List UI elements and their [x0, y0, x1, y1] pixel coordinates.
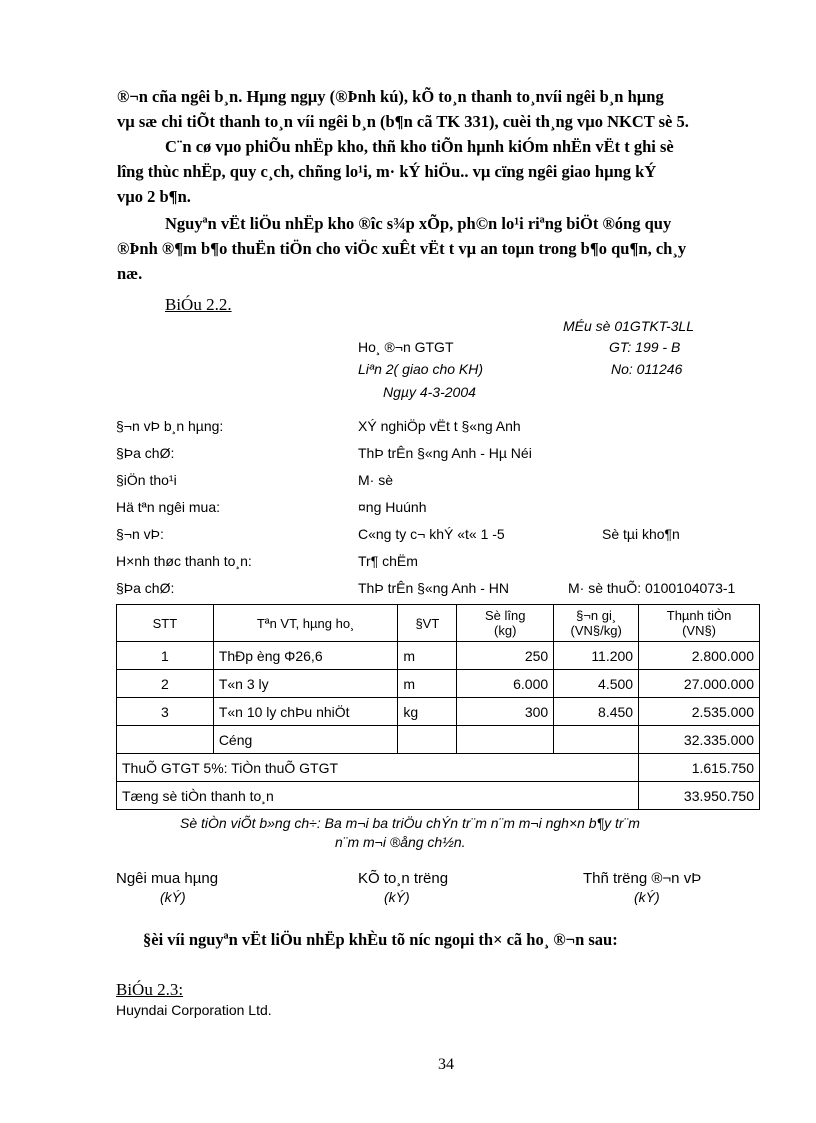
invoice-table [116, 604, 760, 810]
table-total-row [117, 726, 760, 754]
row-quantity: 250 [457, 642, 554, 670]
invoice-date: Ngµy 4-3-2004 [383, 384, 476, 400]
grand-total-amount: 33.950.750 [639, 782, 760, 810]
table-header-row [117, 605, 760, 642]
paragraph-1-line-2: vµ sæ chi tiÕt thanh to¸n víi ngêi b¸n (b¶n cã TK 331), cuèi th¸ng vµo NKCT sè 5. [117, 112, 689, 131]
imported-materials-note: §èi víi nguyªn vËt liÖu nhËp khÈu tõ níc ngoµi th× cã ho¸ ®¬n sau: [143, 930, 618, 949]
row-price: 8.450 [554, 698, 639, 726]
header-amount: Thµnh tiÒn (VN§) [639, 605, 760, 642]
invoice-title: Ho¸ ®¬n GTGT [358, 339, 454, 355]
row-amount: 2.535.000 [639, 698, 760, 726]
paragraph-2-line-3: vµo 2 b¶n. [117, 187, 191, 206]
row-unit: kg [398, 698, 457, 726]
field-value-code: M· sè [358, 472, 393, 488]
vat-amount: 1.615.750 [639, 754, 760, 782]
paragraph-1-line-1: ®¬n cña ngêi b¸n. Hµng ngµy (®Þnh kú), kÕ to¸n thanh to¸nvíi ngêi b¸n hµng [117, 87, 664, 106]
row-stt: 2 [117, 670, 214, 698]
gt-code: GT: 199 - B [609, 339, 681, 355]
invoice-copy: Liªn 2( giao cho KH) [358, 361, 484, 377]
row-name: ThÐp èng Φ26,6 [213, 642, 398, 670]
total-label: Céng [213, 726, 398, 754]
row-quantity: 6.000 [457, 670, 554, 698]
row-unit: m [398, 670, 457, 698]
header-price: §¬n gi¸ (VN§/kg) [554, 605, 639, 642]
page-number: 34 [438, 1056, 454, 1073]
signature-director: Thñ trëng ®¬n vÞ [583, 870, 702, 887]
grand-total-label: Tæng sè tiÒn thanh to¸n [117, 782, 639, 810]
field-label-payment: H×nh thøc thanh to¸n: [116, 553, 252, 569]
vat-label: ThuÕ GTGT 5%: TiÒn thuÕ GTGT [117, 754, 639, 782]
row-name: T«n 3 ly [213, 670, 398, 698]
company-name: Huyndai Corporation Ltd. [116, 1002, 272, 1018]
paragraph-3-line-2: ®Þnh ®¶m b¶o thuËn tiÖn cho viÖc xuÊt vËt t vµ an toµn trong b¶o qu¶n, ch¸y [117, 239, 687, 258]
field-label-seller: §¬n vÞ b¸n hµng: [116, 418, 224, 434]
field-value-seller-address: ThÞ trÊn §«ng Anh - Hµ Néi [358, 445, 532, 461]
field-value-payment: Tr¶ chËm [358, 553, 418, 569]
table-vat-row [117, 754, 760, 782]
header-unit: §VT [398, 605, 457, 642]
account-number-label: Sè tµi kho¶n [602, 526, 680, 542]
row-price: 4.500 [554, 670, 639, 698]
paragraph-3-line-1: Nguyªn vËt liÖu nhËp kho ®îc s¾p xÕp, ph©n lo¹i riªng biÖt ®óng quy [165, 214, 672, 233]
tax-code: M· sè thuÕ: 0100104073-1 [568, 580, 736, 596]
signature-director-note: (kÝ) [634, 889, 660, 905]
row-stt: 3 [117, 698, 214, 726]
signature-buyer-note: (kÝ) [160, 889, 186, 905]
field-value-buyer-address: ThÞ trÊn §«ng Anh - HN [358, 580, 509, 596]
field-value-buyer: ¤ng Huúnh [358, 499, 427, 515]
row-amount: 2.800.000 [639, 642, 760, 670]
form-number: MÉu sè 01GTKT-3LL [563, 318, 694, 334]
paragraph-3-line-3: næ. [117, 264, 143, 283]
field-label-seller-address: §Þa chØ: [116, 445, 175, 461]
table-grand-total-row [117, 782, 760, 810]
row-amount: 27.000.000 [639, 670, 760, 698]
row-price: 11.200 [554, 642, 639, 670]
table-row [117, 670, 760, 698]
header-name: Tªn VT, hµng ho¸ [213, 605, 398, 642]
paragraph-2-line-2: lîng thùc nhËp, quy c¸ch, chñng lo¹i, m· kÝ hiÖu.. vµ cïng ngêi giao hµng kÝ [117, 162, 657, 181]
field-label-buyer-address: §Þa chØ: [116, 580, 175, 596]
row-quantity: 300 [457, 698, 554, 726]
header-stt: STT [117, 605, 214, 642]
signature-chief-accountant: KÕ to¸n trëng [358, 870, 449, 887]
total-amount: 32.335.000 [639, 726, 760, 754]
amount-in-words-line-1: Sè tiÒn viÕt b»ng ch÷: Ba m¬i ba triÖu chÝn tr¨m n¨m m¬i ngh×n b¶y tr¨m [180, 815, 640, 831]
table-row [117, 642, 760, 670]
row-name: T«n 10 ly chÞu nhiÖt [213, 698, 398, 726]
row-stt: 1 [117, 642, 214, 670]
field-value-seller: XÝ nghiÖp vËt t §«ng Anh [358, 418, 521, 434]
table-row [117, 698, 760, 726]
header-quantity: Sè lîng (kg) [457, 605, 554, 642]
field-label-buyer: Hä tªn ngêi mua: [116, 499, 221, 515]
row-unit: m [398, 642, 457, 670]
signature-chief-accountant-note: (kÝ) [384, 889, 410, 905]
field-label-unit: §¬n vÞ: [116, 526, 164, 542]
paragraph-2-line-1: C¨n cø vµo phiÕu nhËp kho, thñ kho tiÕn hµnh kiÓm nhËn vËt t ghi sè [165, 137, 674, 156]
field-label-phone: §iÖn tho¹i [116, 472, 177, 488]
field-value-unit: C«ng ty c¬ khÝ «t« 1 -5 [358, 526, 505, 542]
amount-in-words-line-2: n¨m m¬i ®ång ch½n. [335, 834, 466, 850]
appendix-2-2-heading: BiÓu 2.2. [165, 295, 232, 314]
invoice-number: No: 011246 [611, 361, 683, 377]
signature-buyer: Ngêi mua hµng [116, 870, 219, 887]
appendix-2-3-heading: BiÓu 2.3: [116, 980, 184, 999]
